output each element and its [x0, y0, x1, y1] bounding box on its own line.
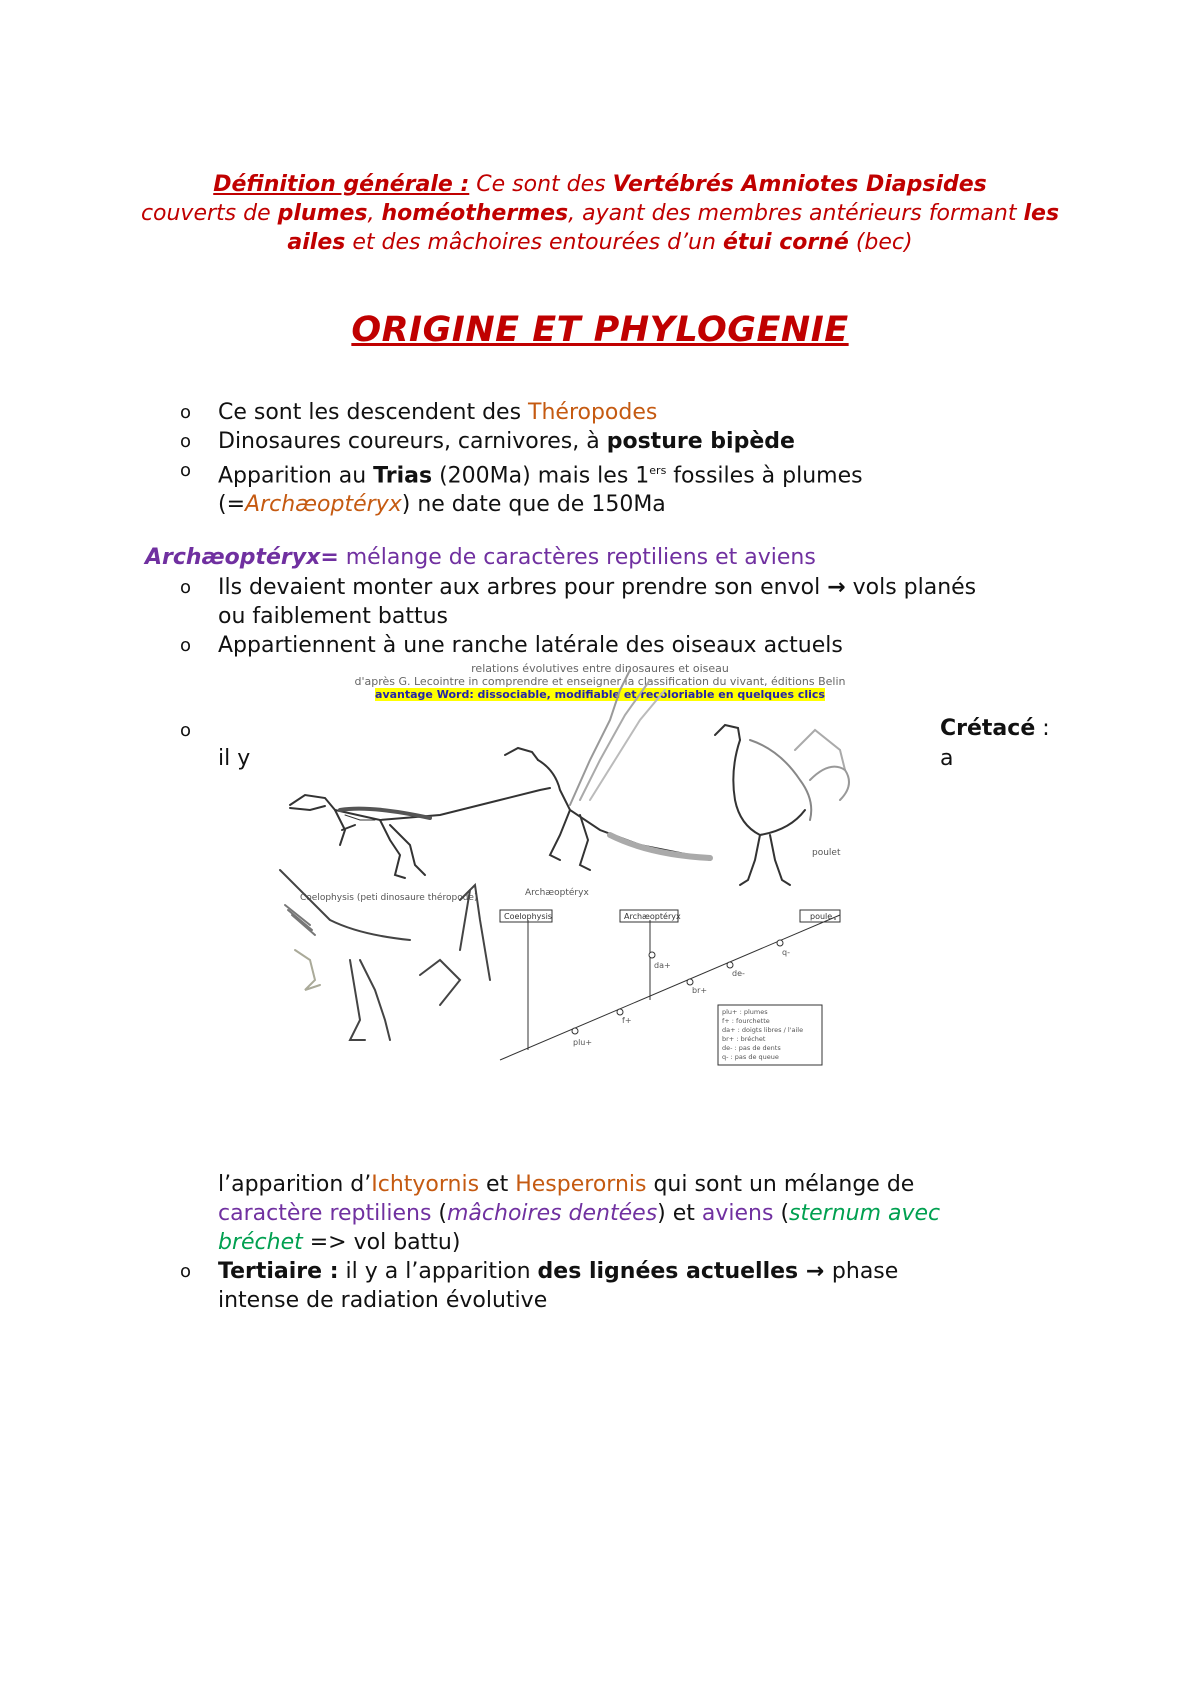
list-text: Dinosaures coureurs, carnivores, à	[218, 429, 607, 454]
list-text: intense de radiation évolutive	[218, 1288, 548, 1313]
legend-line: da+ : doigts libres / l'aile	[722, 1026, 804, 1034]
list-text: Ils devaient monter aux arbres pour prendre son envol	[218, 575, 828, 600]
cont-text: ) et	[657, 1201, 702, 1226]
cretace-continuation	[218, 1170, 1078, 1257]
definition-bold: homéothermes	[381, 201, 569, 226]
list-text: Appartiennent à une ranche latérale des oiseaux actuels	[218, 633, 843, 658]
arrow-icon: →	[827, 575, 846, 600]
list-text: vols planés	[845, 575, 977, 600]
list-item	[180, 456, 863, 519]
definition-text: ,	[367, 201, 382, 226]
list-text: (200Ma) mais les 1	[432, 463, 650, 489]
list-term: Théropodes	[528, 400, 658, 425]
legend-line: plu+ : plumes	[722, 1008, 768, 1016]
list-text: ou faiblement battus	[218, 604, 448, 629]
definition-bold: les ailes	[287, 201, 1060, 255]
cont-term: aviens	[701, 1201, 774, 1226]
list-text: phase	[831, 1259, 899, 1284]
clade-box-coelophysis: Coelophysis	[504, 912, 552, 921]
list-bold: Tertiaire :	[218, 1259, 339, 1284]
cretace-ily: il y	[218, 746, 251, 771]
clade-box-poule: poule	[810, 912, 833, 921]
chicken-skeleton	[715, 725, 849, 885]
cont-text: (	[431, 1201, 447, 1226]
list-item	[180, 398, 863, 427]
caption-line: relations évolutives entre dinosaures et oiseau	[471, 662, 729, 675]
list-bold: Trias	[373, 463, 433, 489]
cont-term: mâchoires dentées	[447, 1201, 658, 1226]
cretace-label	[940, 716, 1050, 741]
legend-line: de- : pas de dents	[722, 1044, 781, 1052]
node-label: de-	[732, 969, 745, 978]
cladogram	[500, 910, 840, 1065]
bullet-icon: o	[180, 577, 192, 598]
arrow-icon: →	[798, 1259, 832, 1284]
definition-text: Ce sont des	[469, 172, 613, 197]
list-text: Apparition au	[218, 463, 374, 489]
definition-bold: Vertébrés Amniotes Diapsides	[612, 172, 987, 197]
bullet-icon: o	[180, 431, 192, 452]
definition-bold: plumes	[277, 201, 368, 226]
bullet-icon: o	[180, 1261, 192, 1282]
node-label: q-	[782, 948, 790, 957]
cretace-colon: :	[1035, 716, 1050, 741]
list-text: (=	[218, 492, 246, 518]
legend-line: q- : pas de queue	[722, 1053, 779, 1061]
node-label: plu+	[573, 1038, 593, 1047]
cont-text: => vol battu)	[302, 1230, 461, 1255]
page-title: ORIGINE ET PHYLOGENIE	[351, 310, 849, 350]
bullet-icon: o	[180, 402, 192, 423]
archaeopteryx-heading	[145, 545, 816, 570]
list-text: il y a l’apparition	[338, 1259, 538, 1284]
figure-label-poulet: poulet	[812, 848, 841, 858]
list-bold: posture bipède	[606, 429, 795, 454]
bullet-icon: o	[180, 720, 192, 741]
list-text: ne date que de 150Ma	[410, 492, 666, 518]
node-label: br+	[692, 986, 708, 995]
node-label: f+	[622, 1016, 632, 1025]
list-item	[180, 427, 863, 456]
cont-text: et	[479, 1172, 516, 1197]
definition-text: , ayant des membres antérieurs formant	[568, 201, 1024, 226]
bullet-icon: o	[180, 460, 192, 481]
list-text: fossiles à plumes	[666, 463, 863, 489]
list-text: )	[401, 492, 411, 518]
list-item	[180, 573, 976, 631]
definition-text: et des mâchoires entourées d’un	[345, 230, 723, 255]
archaeopteryx-term: Archæoptéryx=	[145, 545, 339, 570]
definition-bold: étui corné	[722, 230, 849, 255]
cont-text: (	[773, 1201, 790, 1226]
list-text: Ce sont les descendent des	[218, 400, 529, 425]
coelophysis-skeleton	[290, 788, 550, 878]
archaeopteryx-skeleton	[505, 670, 710, 870]
cladogram-legend	[722, 1008, 803, 1061]
node-label: da+	[654, 961, 671, 970]
figure-label-coelophysis: Coelophysis (peti dinosaure théropode)	[300, 893, 478, 903]
definition-paragraph	[120, 170, 1080, 257]
cretace-word: Crétacé	[940, 716, 1036, 741]
list-bold: des lignées actuelles	[537, 1259, 799, 1284]
cont-text: qui sont un mélange de	[646, 1172, 915, 1197]
caption-highlight: avantage Word: dissociable, modifiable et recoloriable en quelques clics	[375, 688, 825, 701]
list-item	[180, 1257, 898, 1315]
list-item	[180, 631, 976, 660]
phylogeny-figure	[270, 660, 930, 1160]
definition-text: couverts de	[140, 201, 278, 226]
figure-label-archaeopteryx: Archæoptéryx	[525, 888, 589, 898]
definition-label: Définition générale :	[213, 172, 470, 197]
list-term: Archæoptéryx	[245, 492, 402, 518]
cont-term: Hesperornis	[515, 1172, 647, 1197]
bullet-icon: o	[180, 635, 192, 656]
archaeopteryx-list	[180, 573, 976, 660]
cont-term: caractère reptiliens	[218, 1201, 432, 1226]
cont-term: sternum avec	[789, 1201, 941, 1226]
cretace-a: a	[940, 746, 954, 771]
list-sup: ers	[649, 464, 667, 477]
legend-line: br+ : bréchet	[722, 1035, 766, 1043]
origin-list	[180, 398, 863, 519]
cont-term: bréchet	[218, 1230, 303, 1255]
legend-line: f+ : fourchette	[722, 1017, 770, 1025]
clade-box-archaeopteryx: Archæoptéryx	[624, 912, 681, 921]
tertiaire-list	[180, 1257, 898, 1315]
cont-term: Ichtyornis	[371, 1172, 480, 1197]
cont-text: l’apparition d’	[218, 1172, 372, 1197]
definition-text: (bec)	[848, 230, 913, 255]
caption-line: d'après G. Lecointre in comprendre et enseigner la classification du vivant, éditions Belin	[354, 675, 846, 688]
archaeopteryx-desc: mélange de caractères reptiliens et aviens	[338, 545, 816, 570]
